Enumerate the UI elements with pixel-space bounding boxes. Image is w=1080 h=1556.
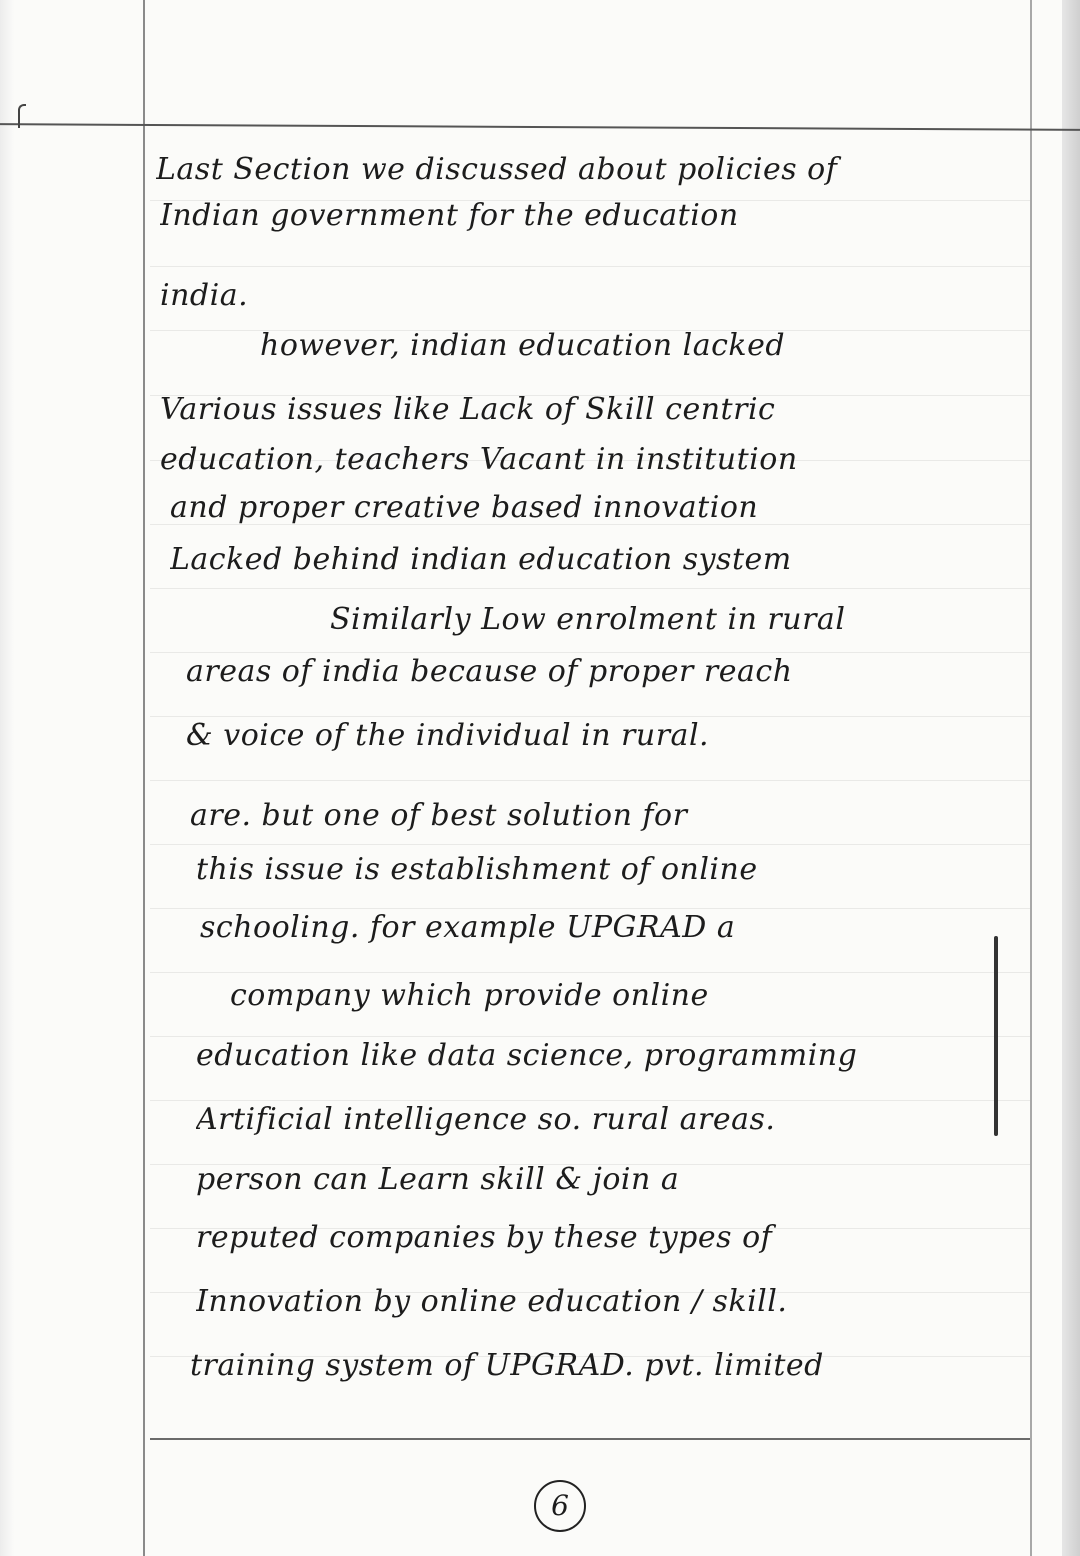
text-line: reputed companies by these types of <box>196 1220 773 1255</box>
top-header-rule <box>0 123 1080 131</box>
text-line: training system of UPGRAD. pvt. limited <box>190 1348 824 1383</box>
page-number: 6 <box>534 1480 586 1532</box>
ruled-line <box>150 266 1030 267</box>
text-line: india. <box>160 278 249 313</box>
text-line: & voice of the individual in rural. <box>186 718 710 753</box>
text-line: Similarly Low enrolment in rural <box>330 602 846 637</box>
text-line: and proper creative based innovation <box>170 490 759 525</box>
text-line: areas of india because of proper reach <box>186 654 793 689</box>
left-margin-line <box>143 0 145 1556</box>
text-line: Artificial intelligence so. rural areas. <box>196 1102 776 1137</box>
text-line: this issue is establishment of online <box>196 852 758 887</box>
text-line: however, indian education lacked <box>260 328 786 363</box>
text-line: are. but one of best solution for <box>190 798 688 833</box>
ruled-line <box>150 780 1030 781</box>
page-left-edge <box>0 0 14 1556</box>
text-line: Indian government for the education <box>160 198 739 233</box>
text-line: education, teachers Vacant in institution <box>160 442 798 477</box>
bottom-rule <box>150 1438 1030 1440</box>
ruled-line <box>150 844 1030 845</box>
margin-bracket-mark <box>994 936 998 1136</box>
text-line: Innovation by online education / skill. <box>196 1284 788 1319</box>
page-right-edge <box>1062 0 1080 1556</box>
ruled-line <box>150 972 1030 973</box>
text-line: schooling. for example UPGRAD a <box>200 910 736 945</box>
top-corner-mark <box>18 104 26 128</box>
text-line: person can Learn skill & join a <box>196 1162 680 1197</box>
text-line: Last Section we discussed about policies of <box>156 152 838 187</box>
ruled-line <box>150 588 1030 589</box>
text-line: education like data science, programming <box>196 1038 858 1073</box>
text-line: Lacked behind indian education system <box>170 542 792 577</box>
text-line: Various issues like Lack of Skill centric <box>160 392 776 427</box>
text-line: company which provide online <box>230 978 709 1013</box>
